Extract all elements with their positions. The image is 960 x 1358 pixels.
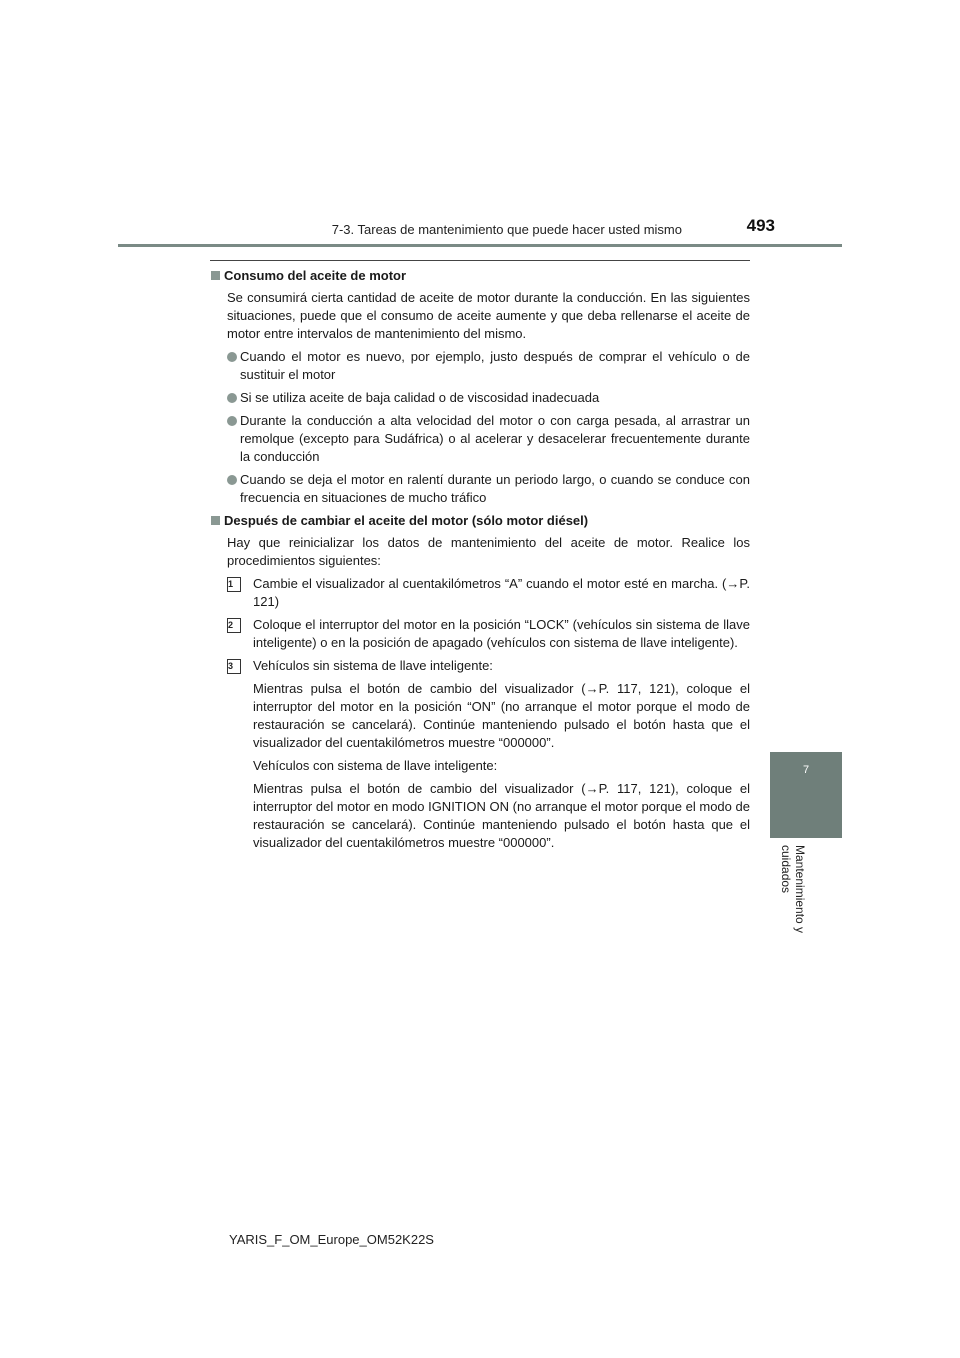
circle-bullet-icon <box>227 475 237 485</box>
list-item <box>227 389 750 407</box>
step-item <box>227 657 750 675</box>
circle-bullet-icon <box>227 352 237 362</box>
square-bullet-icon <box>211 271 220 280</box>
list-item-text: Cuando se deja el motor en ralentí durante un periodo largo, o cuando se conduce con frecuencia en situaciones de mucho tráfico <box>240 472 750 505</box>
list-item <box>227 348 750 384</box>
section-heading-oil-consumption <box>210 267 750 285</box>
step-text: Cambie el visualizador al cuentakilómetros “A” cuando el motor esté en marcha. (→P. 121) <box>253 576 750 609</box>
step-number-badge: 1 <box>227 577 241 592</box>
list-item <box>227 412 750 466</box>
step-item <box>227 575 750 611</box>
circle-bullet-icon <box>227 393 237 403</box>
list-item <box>227 471 750 507</box>
list-item-text: Durante la conducción a alta velocidad del motor o con carga pesada, al arrastrar un remolque (excepto para Sudáfrica) o al acelerar y desacelerar frecuentemente durante la conducción <box>240 413 750 464</box>
step-text: Vehículos sin sistema de llave inteligente: <box>253 658 493 673</box>
chapter-tab <box>770 752 842 838</box>
page-number: 493 <box>746 216 775 235</box>
chapter-number: 7 <box>802 764 810 776</box>
step-number-badge: 3 <box>227 659 241 674</box>
heading-text: Consumo del aceite de motor <box>224 268 407 283</box>
step-detail: Vehículos con sistema de llave inteligente: <box>253 758 498 773</box>
section-intro: Se consumirá cierta cantidad de aceite de motor durante la conducción. En las siguientes situaciones, puede que el consumo de aceite aumente y que deba rellenarse el aceite de motor entre intervalos de mantenimiento del mismo. <box>227 290 750 341</box>
header-section-title: 7-3. Tareas de mantenimiento que puede hacer usted mismo <box>331 222 682 237</box>
footer-document-code: YARIS_F_OM_Europe_OM52K22S <box>229 1232 434 1247</box>
heading-text: Después de cambiar el aceite del motor (sólo motor diésel) <box>224 513 589 528</box>
square-bullet-icon <box>211 516 220 525</box>
content-top-rule <box>210 260 750 261</box>
step-item <box>227 616 750 652</box>
chapter-label: Mantenimiento y cuidados <box>779 845 807 934</box>
step-detail: Mientras pulsa el botón de cambio del visualizador (→P. 117, 121), coloque el interruptor del motor en modo IGNITION ON (no arranque el motor porque el modo de restauración se cancelará). Continúe manteniendo pulsado el botón hasta que el visualizador del cuentakilómetros muestre “000000”. <box>253 781 750 850</box>
step-number-badge: 2 <box>227 618 241 633</box>
page-content <box>210 267 750 857</box>
section-heading-after-oil-change <box>210 512 750 530</box>
header-rule <box>118 244 842 247</box>
circle-bullet-icon <box>227 416 237 426</box>
section-intro: Hay que reinicializar los datos de mantenimiento del aceite de motor. Realice los procedimientos siguientes: <box>227 535 750 568</box>
step-text: Coloque el interruptor del motor en la posición “LOCK” (vehículos sin sistema de llave inteligente) o en la posición de apagado (vehículos con sistema de llave inteligente). <box>253 617 750 650</box>
step-detail: Mientras pulsa el botón de cambio del visualizador (→P. 117, 121), coloque el interruptor del motor en la posición “ON” (no arranque el motor porque el modo de restauración se cancelará). Continúe manteniendo pulsado el botón hasta que el visualizador del cuentakilómetros muestre “000000”. <box>253 681 750 750</box>
list-item-text: Cuando el motor es nuevo, por ejemplo, justo después de comprar el vehículo o de sustituir el motor <box>240 349 750 382</box>
list-item-text: Si se utiliza aceite de baja calidad o de viscosidad inadecuada <box>240 390 600 405</box>
